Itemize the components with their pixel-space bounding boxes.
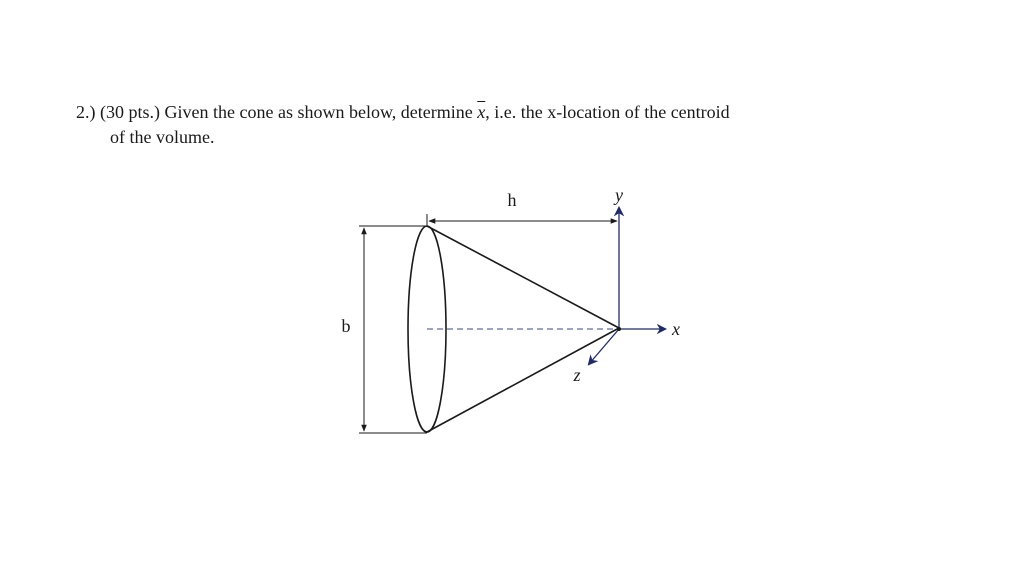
cone-bottom-edge bbox=[427, 328, 619, 432]
cone-top-edge bbox=[427, 226, 619, 328]
origin-point bbox=[617, 327, 621, 331]
problem-points: (30 pts.) bbox=[100, 102, 160, 122]
label-x-axis: x bbox=[672, 319, 680, 339]
label-y-axis: y bbox=[615, 185, 623, 205]
centroid-symbol: $\overline{x}$ bbox=[477, 102, 486, 122]
problem-text-before: Given the cone as shown below, determine bbox=[164, 102, 478, 122]
label-z-axis: z bbox=[573, 365, 581, 385]
problem-line-2: of the volume. bbox=[110, 127, 215, 147]
problem-number: 2.) bbox=[76, 102, 96, 122]
label-b: b bbox=[341, 316, 351, 336]
problem-text-after: , i.e. the x-location of the centroid bbox=[485, 102, 730, 122]
label-h: h bbox=[507, 190, 517, 210]
z-axis-arrow bbox=[589, 329, 619, 364]
